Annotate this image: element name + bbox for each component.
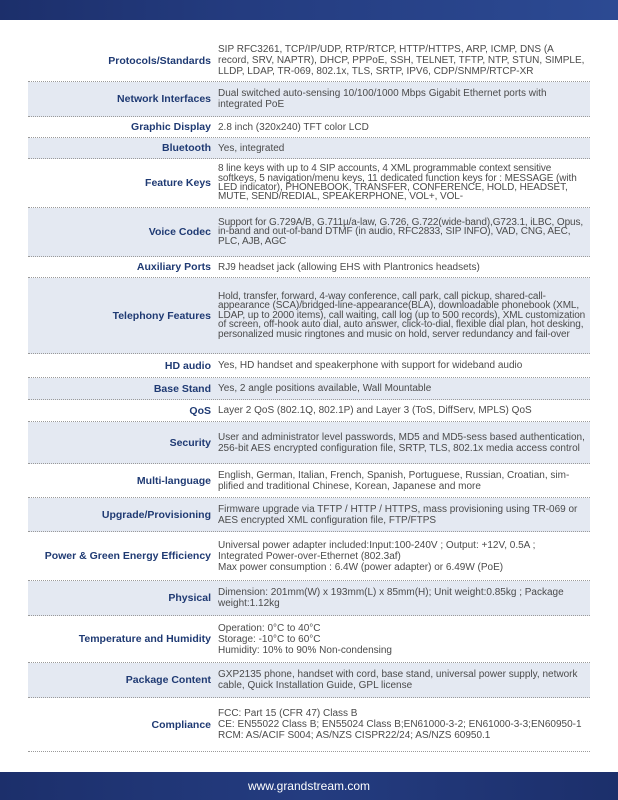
spec-row bbox=[28, 257, 590, 278]
spec-value: Firmware upgrade via TFTP / HTTP / HTTPS, mass provisioning using TR-069 or AES encrypted XML configuration file, FTP/FTPS bbox=[218, 503, 578, 526]
spec-value bbox=[216, 698, 590, 751]
spec-value: Hold, transfer, forward, 4-way conference, call park, call pickup, shared-call-appearance (SCA)/bridged-line-appearance(BLA), downloadable phonebook (XML, LDAP, up to 2000 items), call waiting, call log (up to 500 records), XML customization of screen, off-hook auto dial, auto answer, click-to-dial, flexible dial plan, hot desking, personalized music ringtones and music on hold, server redundancy and fail-over bbox=[218, 290, 586, 340]
spec-label: Auxiliary Ports bbox=[136, 261, 211, 273]
spec-value bbox=[216, 616, 590, 662]
spec-label: Temperature and Humidity bbox=[78, 633, 211, 645]
spec-value: Support for G.729A/B, G.711µ/a-law, G.726, G.722(wide-band),G723.1, iLBC, Opus, in-band and out-of-band DTMF (in audio, RFC2833, SIP INFO), VAD, CNG, AEC, PLC, AJB, AGC bbox=[218, 216, 584, 247]
spec-label: Compliance bbox=[151, 718, 211, 731]
spec-value-line: Humidity: 10% to 90% Non-condensing bbox=[218, 644, 392, 656]
spec-label: HD audio bbox=[164, 359, 211, 372]
spec-row bbox=[28, 532, 590, 581]
spec-row bbox=[28, 378, 590, 400]
spec-value-line: FCC: Part 15 (CFR 47) Class B bbox=[218, 708, 358, 719]
spec-value-line: Universal power adapter included:Input:100-240V ; Output: +12V, 0.5A ; bbox=[218, 539, 536, 551]
spec-value: Dual switched auto-sensing 10/100/1000 Mbps Gigabit Ethernet ports with integrated PoE bbox=[218, 88, 547, 110]
footer-website[interactable]: www.grandstream.com bbox=[247, 779, 371, 793]
spec-value-line: Max power consumption : 6.4W (power adapter) or 6.49W (PoE) bbox=[218, 561, 504, 573]
spec-row bbox=[28, 581, 590, 616]
spec-label: Feature Keys bbox=[145, 177, 211, 189]
spec-row bbox=[28, 698, 590, 752]
spec-value: Yes, 2 angle positions available, Wall Mountable bbox=[218, 383, 432, 394]
spec-label: Graphic Display bbox=[131, 121, 211, 133]
spec-label: Base Stand bbox=[153, 382, 211, 395]
footer-bar bbox=[0, 772, 618, 800]
spec-value: SIP RFC3261, TCP/IP/UDP, RTP/RTCP, HTTP/HTTPS, ARP, ICMP, DNS (A record, SRV, NAPTR), DHCP, PPPoE, SSH, TELNET, TFTP, NTP, STUN, SIMPLE, LLDP, LDAP, TR-069, 802.1x, TLS, SRTP, IPV6, CDP/SNMP/RTCP-XR bbox=[218, 44, 585, 77]
spec-value: User and administrator level passwords, MD5 and MD5-sess based authentication, 256-bit AES encrypted configuration file, SRTP, TLS, 802.1x media access control bbox=[218, 431, 585, 454]
spec-row bbox=[28, 82, 590, 117]
spec-value: Dimension: 201mm(W) x 193mm(L) x 85mm(H); Unit weight:0.85kg ; Package weight:1.12kg bbox=[218, 587, 564, 609]
spec-row bbox=[28, 40, 590, 82]
spec-label: Power & Green Energy Efficiency bbox=[44, 550, 211, 562]
spec-row bbox=[28, 616, 590, 663]
spec-value: Yes, integrated bbox=[218, 142, 285, 154]
spec-label: Protocols/Standards bbox=[108, 54, 211, 67]
spec-value bbox=[216, 532, 590, 580]
spec-row bbox=[28, 354, 590, 378]
spec-table bbox=[28, 40, 590, 752]
spec-value: Yes, HD handset and speakerphone with support for wideband audio bbox=[218, 360, 523, 371]
spec-row bbox=[28, 159, 590, 208]
spec-value: 8 line keys with up to 4 SIP accounts, 4 XML programmable context sensitive softkeys, 5 navigation/menu keys, 11 dedicated function keys for : MESSAGE (with LED indicator), PHONEBOOK, TRANSFER, CONFERENCE, HOLD, HEADSET, MUTE, SEND/REDIAL, SPEAKERPHONE, VOL+, VOL- bbox=[218, 163, 577, 203]
spec-value-line: Operation: 0°C to 40°C bbox=[218, 622, 321, 634]
spec-value-line: Integrated Power-over-Ethernet (802.3af) bbox=[218, 550, 401, 562]
spec-row bbox=[28, 208, 590, 257]
spec-row bbox=[28, 117, 590, 138]
header-bar bbox=[0, 0, 618, 20]
spec-value-line: CE: EN55022 Class B; EN55024 Class B;EN61000-3-2; EN61000-3-3;EN60950-1 bbox=[218, 719, 582, 730]
spec-label: Voice Codec bbox=[148, 226, 211, 238]
spec-label: QoS bbox=[189, 404, 211, 417]
spec-row bbox=[28, 278, 590, 354]
spec-value-line: Storage: -10°C to 60°C bbox=[218, 633, 321, 645]
spec-value: RJ9 headset jack (allowing EHS with Plantronics headsets) bbox=[218, 261, 480, 273]
spec-label: Multi-language bbox=[136, 474, 211, 487]
spec-label: Telephony Features bbox=[112, 309, 211, 322]
spec-value: 2.8 inch (320x240) TFT color LCD bbox=[218, 121, 369, 133]
spec-label: Security bbox=[169, 436, 211, 449]
spec-row bbox=[28, 138, 590, 159]
spec-row bbox=[28, 464, 590, 498]
spec-value-line: RCM: AS/ACIF S004; AS/NZS CISPR22/24; AS/NZS 60950.1 bbox=[218, 730, 491, 741]
spec-label: Upgrade/Provisioning bbox=[101, 508, 211, 521]
spec-value: GXP2135 phone, handset with cord, base stand, universal power supply, network cable, Quick Installation Guide, GPL license bbox=[218, 669, 578, 691]
spec-row bbox=[28, 498, 590, 532]
spec-row bbox=[28, 422, 590, 464]
spec-value: Layer 2 QoS (802.1Q, 802.1P) and Layer 3 (ToS, DiffServ, MPLS) QoS bbox=[218, 405, 532, 416]
spec-value: English, German, Italian, French, Spanish, Portuguese, Russian, Croatian, sim-plified and traditional Chinese, Korean, Japanese and more bbox=[218, 469, 570, 492]
spec-row bbox=[28, 663, 590, 698]
spec-label: Physical bbox=[168, 592, 211, 604]
spec-label: Network Interfaces bbox=[117, 93, 211, 105]
spec-label: Package Content bbox=[125, 674, 211, 686]
spec-label: Bluetooth bbox=[162, 142, 211, 154]
spec-row bbox=[28, 400, 590, 422]
